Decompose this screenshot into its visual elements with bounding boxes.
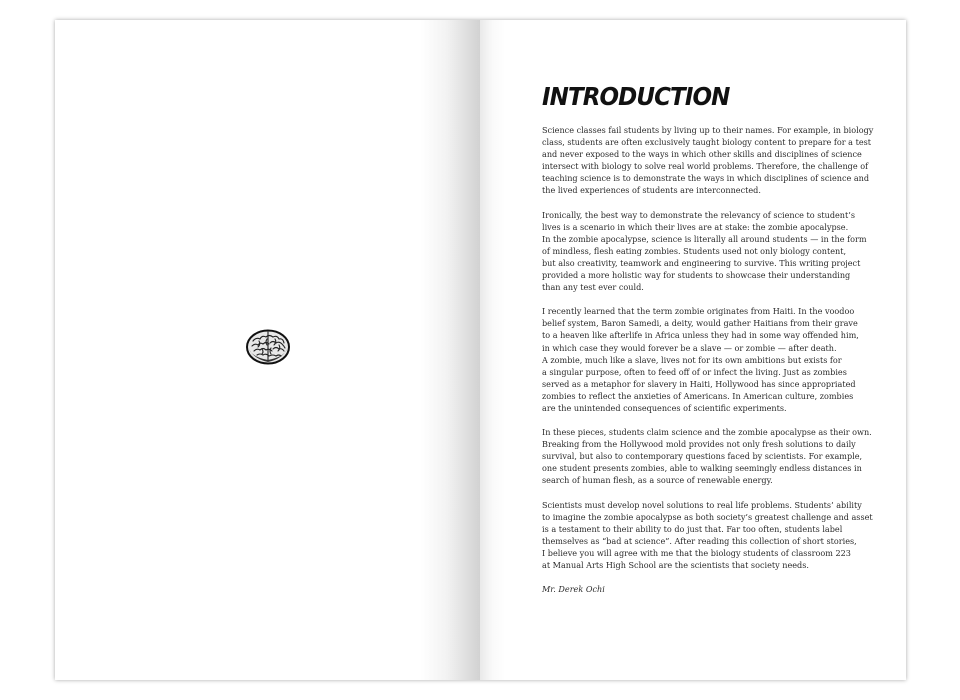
- text-line: than any test ever could.: [542, 282, 644, 293]
- text-line: lives is a scenario in which their lives are at stake: the zombie apocalypse.: [542, 221, 849, 232]
- text-line: I recently learned that the term zombie originates from Haiti. In the voodoo: [542, 306, 855, 317]
- text-line: to a heaven like afterlife in Africa unless they had in some way offended him,: [542, 330, 859, 341]
- text-line: zombies to reflect the anxieties of Americans. In American culture, zombies: [542, 390, 854, 401]
- text-line: provided a more holistic way for students to showcase their understanding: [542, 270, 851, 281]
- text-line: In these pieces, students claim science and the zombie apocalypse as their own.: [542, 427, 872, 438]
- page-title: INTRODUCTION: [542, 82, 730, 111]
- text-line: In the zombie apocalypse, science is literally all around students — in the form: [542, 233, 867, 244]
- brain-icon: [246, 329, 290, 365]
- book-spread: [55, 20, 906, 680]
- text-line: one student presents zombies, able to walking seemingly endless distances in: [542, 463, 862, 474]
- text-line: in which case they would forever be a slave — or zombie — after death.: [542, 342, 837, 353]
- text-line: are the unintended consequences of scientific experiments.: [542, 402, 787, 413]
- text-line: served as a metaphor for slavery in Haiti, Hollywood has since appropriated: [542, 378, 856, 389]
- text-line: search of human flesh, as a source of renewable energy.: [542, 475, 773, 486]
- text-line: A zombie, much like a slave, lives not for its own ambitions but exists for: [542, 354, 842, 365]
- text-line: intersect with biology to solve real world problems. Therefore, the challenge of: [542, 161, 869, 172]
- paragraph-3: [542, 305, 859, 414]
- right-page: [480, 20, 906, 680]
- text-line: at Manual Arts High School are the scientists that society needs.: [542, 560, 809, 570]
- text-line: belief system, Baron Samedi, a deity, would gather Haitians from their grave: [542, 318, 858, 329]
- paragraph-2: [542, 209, 867, 294]
- text-line: the lived experiences of students are interconnected.: [542, 185, 761, 196]
- text-line: is a testament to their ability to do just that. Far too often, students label: [542, 523, 843, 534]
- left-page: [55, 20, 480, 680]
- text-line: Scientists must develop novel solutions to real life problems. Students’ ability: [542, 499, 862, 510]
- text-line: teaching science is to demonstrate the ways in which disciplines of science and: [542, 173, 870, 184]
- author-signature: Mr. Derek Ochi: [542, 584, 605, 595]
- introduction-section: [542, 82, 874, 595]
- text-line: a singular purpose, often to feed off of or infect the living. Just as zombies: [542, 366, 847, 377]
- text-line: Ironically, the best way to demonstrate the relevancy of science to student’s: [542, 209, 855, 220]
- text-line: but also creativity, teamwork and engineering to survive. This writing project: [542, 257, 861, 268]
- paragraph-4: [542, 426, 872, 486]
- text-line: I believe you will agree with me that the biology students of classroom 223: [542, 547, 851, 558]
- text-line: survival, but also to contemporary questions faced by scientists. For example,: [542, 451, 863, 462]
- text-line: Breaking from the Hollywood mold provides not only fresh solutions to daily: [542, 439, 856, 450]
- paragraph-1: [542, 124, 874, 197]
- text-line: themselves as “bad at science”. After reading this collection of short stories,: [542, 535, 857, 546]
- text-line: class, students are often exclusively taught biology content to prepare for a test: [542, 137, 872, 148]
- text-line: and never exposed to the ways in which other skills and disciplines of science: [542, 149, 862, 160]
- paragraph-5: [542, 499, 873, 572]
- text-line: of mindless, flesh eating zombies. Students used not only biology content,: [542, 245, 847, 256]
- text-line: Science classes fail students by living up to their names. For example, in biology: [542, 125, 874, 135]
- text-line: to imagine the zombie apocalypse as both society’s greatest challenge and asset: [542, 511, 873, 522]
